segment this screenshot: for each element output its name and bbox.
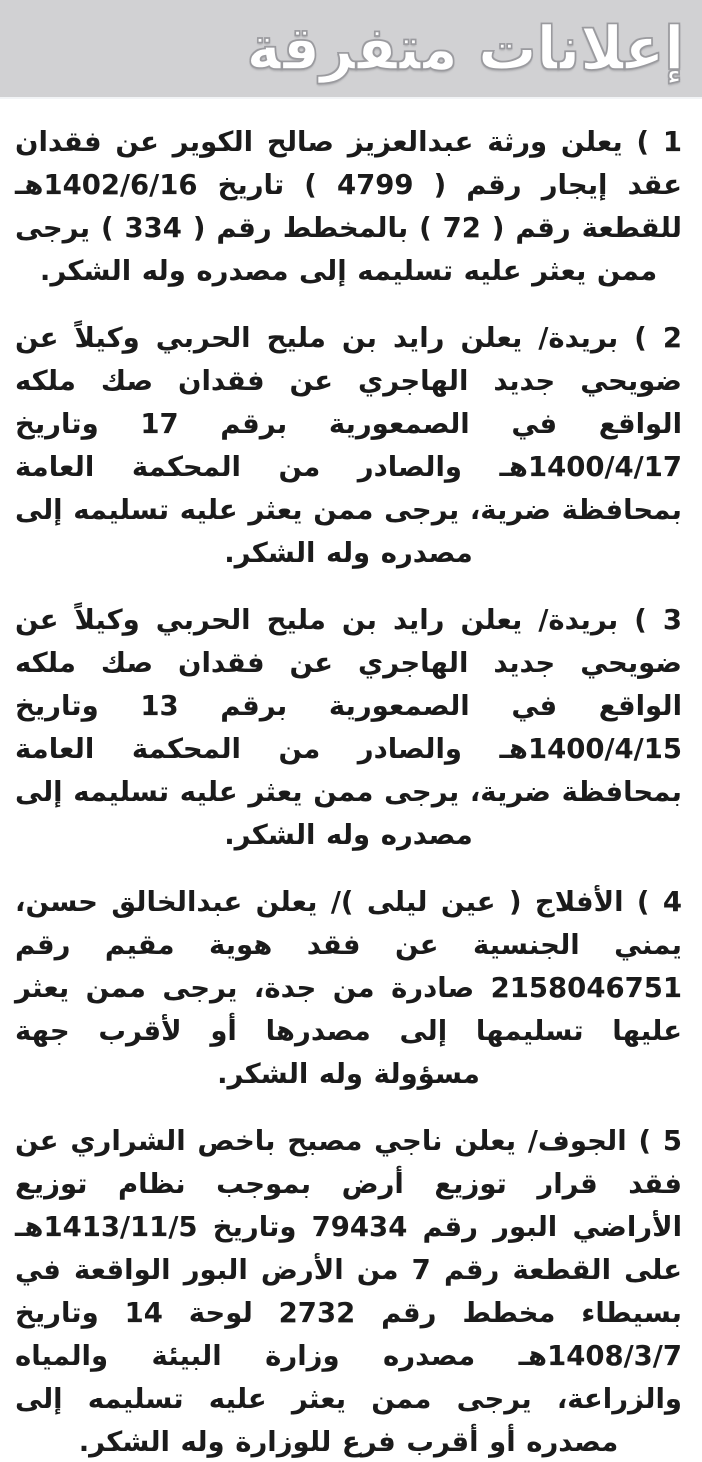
ad-item-3: 3 ) بريدة/ يعلن رايد بن مليح الحربي وكيلاً عن ضويحي جديد الهاجري عن فقدان صك ملكه الواقع في الصمعورية برقم 13 وتاريخ 1400/4/15هـ والصادر من المحكمة العامة بمحافظة ضرية، يرجى ممن يعثر عليه تسليمه إلى مصدره وله الشكر. <box>15 604 682 851</box>
page-title: إعلانات متفرقة <box>246 13 684 84</box>
ad-item-5: 5 ) الجوف/ يعلن ناجي مصبح باخص الشراري عن فقد قرار توزيع أرض بموجب نظام توزيع الأراضي البور رقم 79434 وتاريخ 1413/11/5هـ على القطعة رقم 7 من الأرض البور الواقعة في بسيطاء مخطط رقم 2732 لوحة 14 وتاريخ 1408/3/7هـ مصدره وزارة البيئة والمياه والزراعة، يرجى ممن يعثر عليه تسليمه إلى مصدره أو أقرب فرع للوزارة وله الشكر. <box>15 1125 682 1458</box>
masthead-banner <box>0 0 702 97</box>
ads-list <box>0 99 702 1462</box>
ad-item-4: 4 ) الأفلاج ( عين ليلى )/ يعلن عبدالخالق حسن، يمني الجنسية عن فقد هوية مقيم رقم 2158046751 صادرة من جدة، يرجى ممن يعثر عليها تسليمها إلى مصدرها أو لأقرب جهة مسؤولة وله الشكر. <box>15 886 682 1090</box>
ad-item-2: 2 ) بريدة/ يعلن رايد بن مليح الحربي وكيلاً عن ضويحي جديد الهاجري عن فقدان صك ملكه الواقع في الصمعورية برقم 17 وتاريخ 1400/4/17هـ والصادر من المحكمة العامة بمحافظة ضرية، يرجى ممن يعثر عليه تسليمه إلى مصدره وله الشكر. <box>15 322 682 569</box>
ad-item-1: 1 ) يعلن ورثة عبدالعزيز صالح الكوير عن فقدان عقد إيجار رقم ( 4799 ) تاريخ 1402/6/16هـ للقطعة رقم ( 72 ) بالمخطط رقم ( 334 ) يرجى ممن يعثر عليه تسليمه إلى مصدره وله الشكر. <box>15 126 682 287</box>
